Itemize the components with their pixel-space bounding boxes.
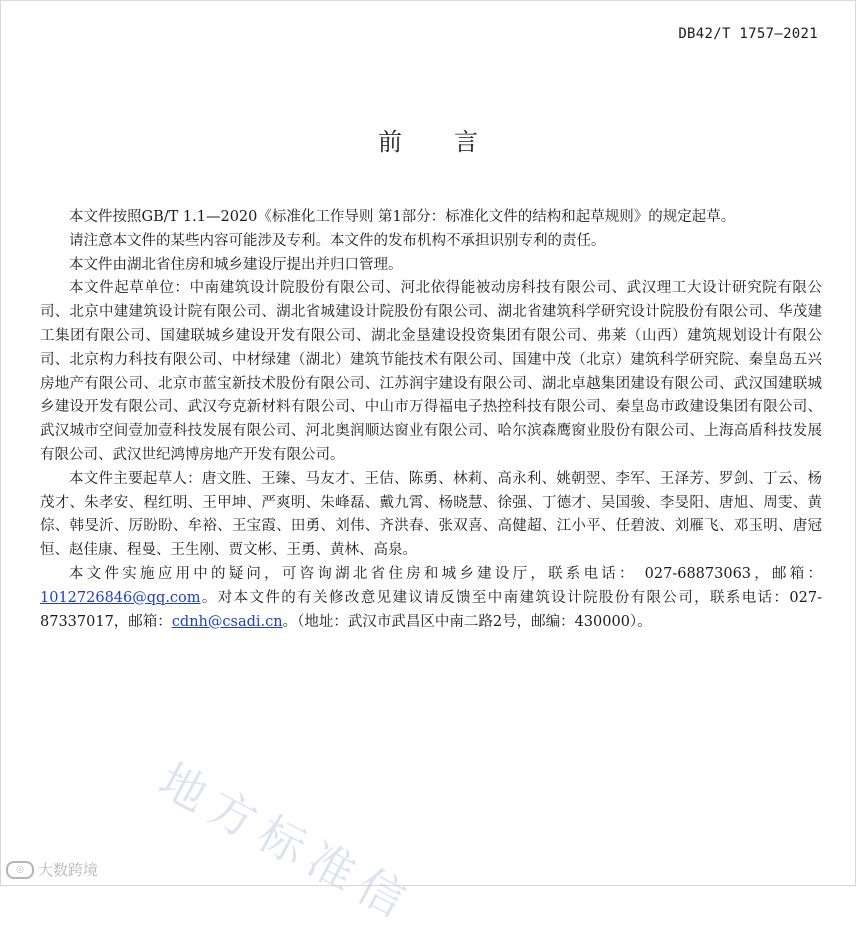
paragraph-drafters: 本文件主要起草人：唐文胜、王臻、马友才、王佶、陈勇、林莉、高永利、姚朝翌、李军、王泽芳、罗剑、丁云、杨茂才、朱孝安、程红明、王甲坤、严爽明、朱峰磊、戴九霄、杨晓慧、徐强、丁德才、吴国骏、李旻阳、唐旭、周雯、黄倧、韩旻沂、厉盼盼、牟裕、王宝霞、田勇、刘伟、齐洪春、张双喜、高健超、江小平、任碧波、刘雁飞、邓玉明、唐冠恒、赵佳康、程曼、王生刚、贾文彬、王勇、黄林、高泉。	[40, 470, 822, 559]
paragraph-patent-notice: 请注意本文件的某些内容可能涉及专利。本文件的发布机构不承担识别专利的责任。	[69, 232, 606, 249]
paragraph-contact	[40, 563, 822, 634]
paragraph-drafting-units: 本文件起草单位：中南建筑设计院股份有限公司、河北依得能被动房科技有限公司、武汉理工大设计研究院有限公司、北京中建建筑设计院有限公司、湖北省城建设计院股份有限公司、湖北省建筑科学研究设计院股份有限公司、华茂建工集团有限公司、国建联城乡建设开发有限公司、湖北金垦建设投资集团有限公司、弗莱（山西）建筑规划设计有限公司、北京构力科技有限公司、中材绿建（湖北）建筑节能技术有限公司、国建中茂（北京）建筑科学研究院、秦皇岛五兴房地产有限公司、北京市蓝宝新技术股份有限公司、江苏润宇建设有限公司、湖北卓越集团建设有限公司、武汉国建联城乡建设开发有限公司、武汉夸克新材料有限公司、中山市万得福电子热控科技有限公司、秦皇岛市政建设集团有限公司、武汉城市空间壹加壹科技发展有限公司、河北奥润顺达窗业有限公司、哈尔滨森鹰窗业股份有限公司、上海高盾科技发展有限公司、武汉世纪鸿博房地产开发有限公司。	[40, 280, 822, 463]
contact-text-1: 本文件实施应用中的疑问，可咨询湖北省住房和城乡建设厅，联系电话： 027-68873063，邮箱：	[69, 565, 822, 582]
paragraph-drafting-rule: 本文件按照GB/T 1.1—2020《标准化工作导则 第1部分：标准化文件的结构和起草规则》的规定起草。	[69, 209, 736, 225]
corner-logo	[6, 859, 98, 880]
logo-icon: ◎	[6, 861, 34, 879]
watermark-text: 地方标准信	[150, 752, 424, 933]
email-link-csadi[interactable]: cdnh@csadi.cn	[171, 613, 283, 630]
corner-logo-text: 大数跨境	[38, 861, 99, 879]
paragraph-proposer: 本文件由湖北省住房和城乡建设厅提出并归口管理。	[69, 256, 403, 273]
standard-code: DB42/T 1757—2021	[678, 26, 818, 42]
contact-text-3: 。（地址：武汉市武昌区中南二路2号，邮编：430000）。	[282, 613, 652, 630]
foreword-body	[40, 206, 822, 634]
email-link-qq[interactable]: 1012726846@qq.com	[40, 589, 201, 606]
page-title: 前言	[378, 128, 530, 156]
contact-text-2: 。对本文件的有关修改意见建议请反馈至中南建筑设计院股份有限公司，联系电话：027-87337017，邮箱：	[40, 589, 822, 630]
